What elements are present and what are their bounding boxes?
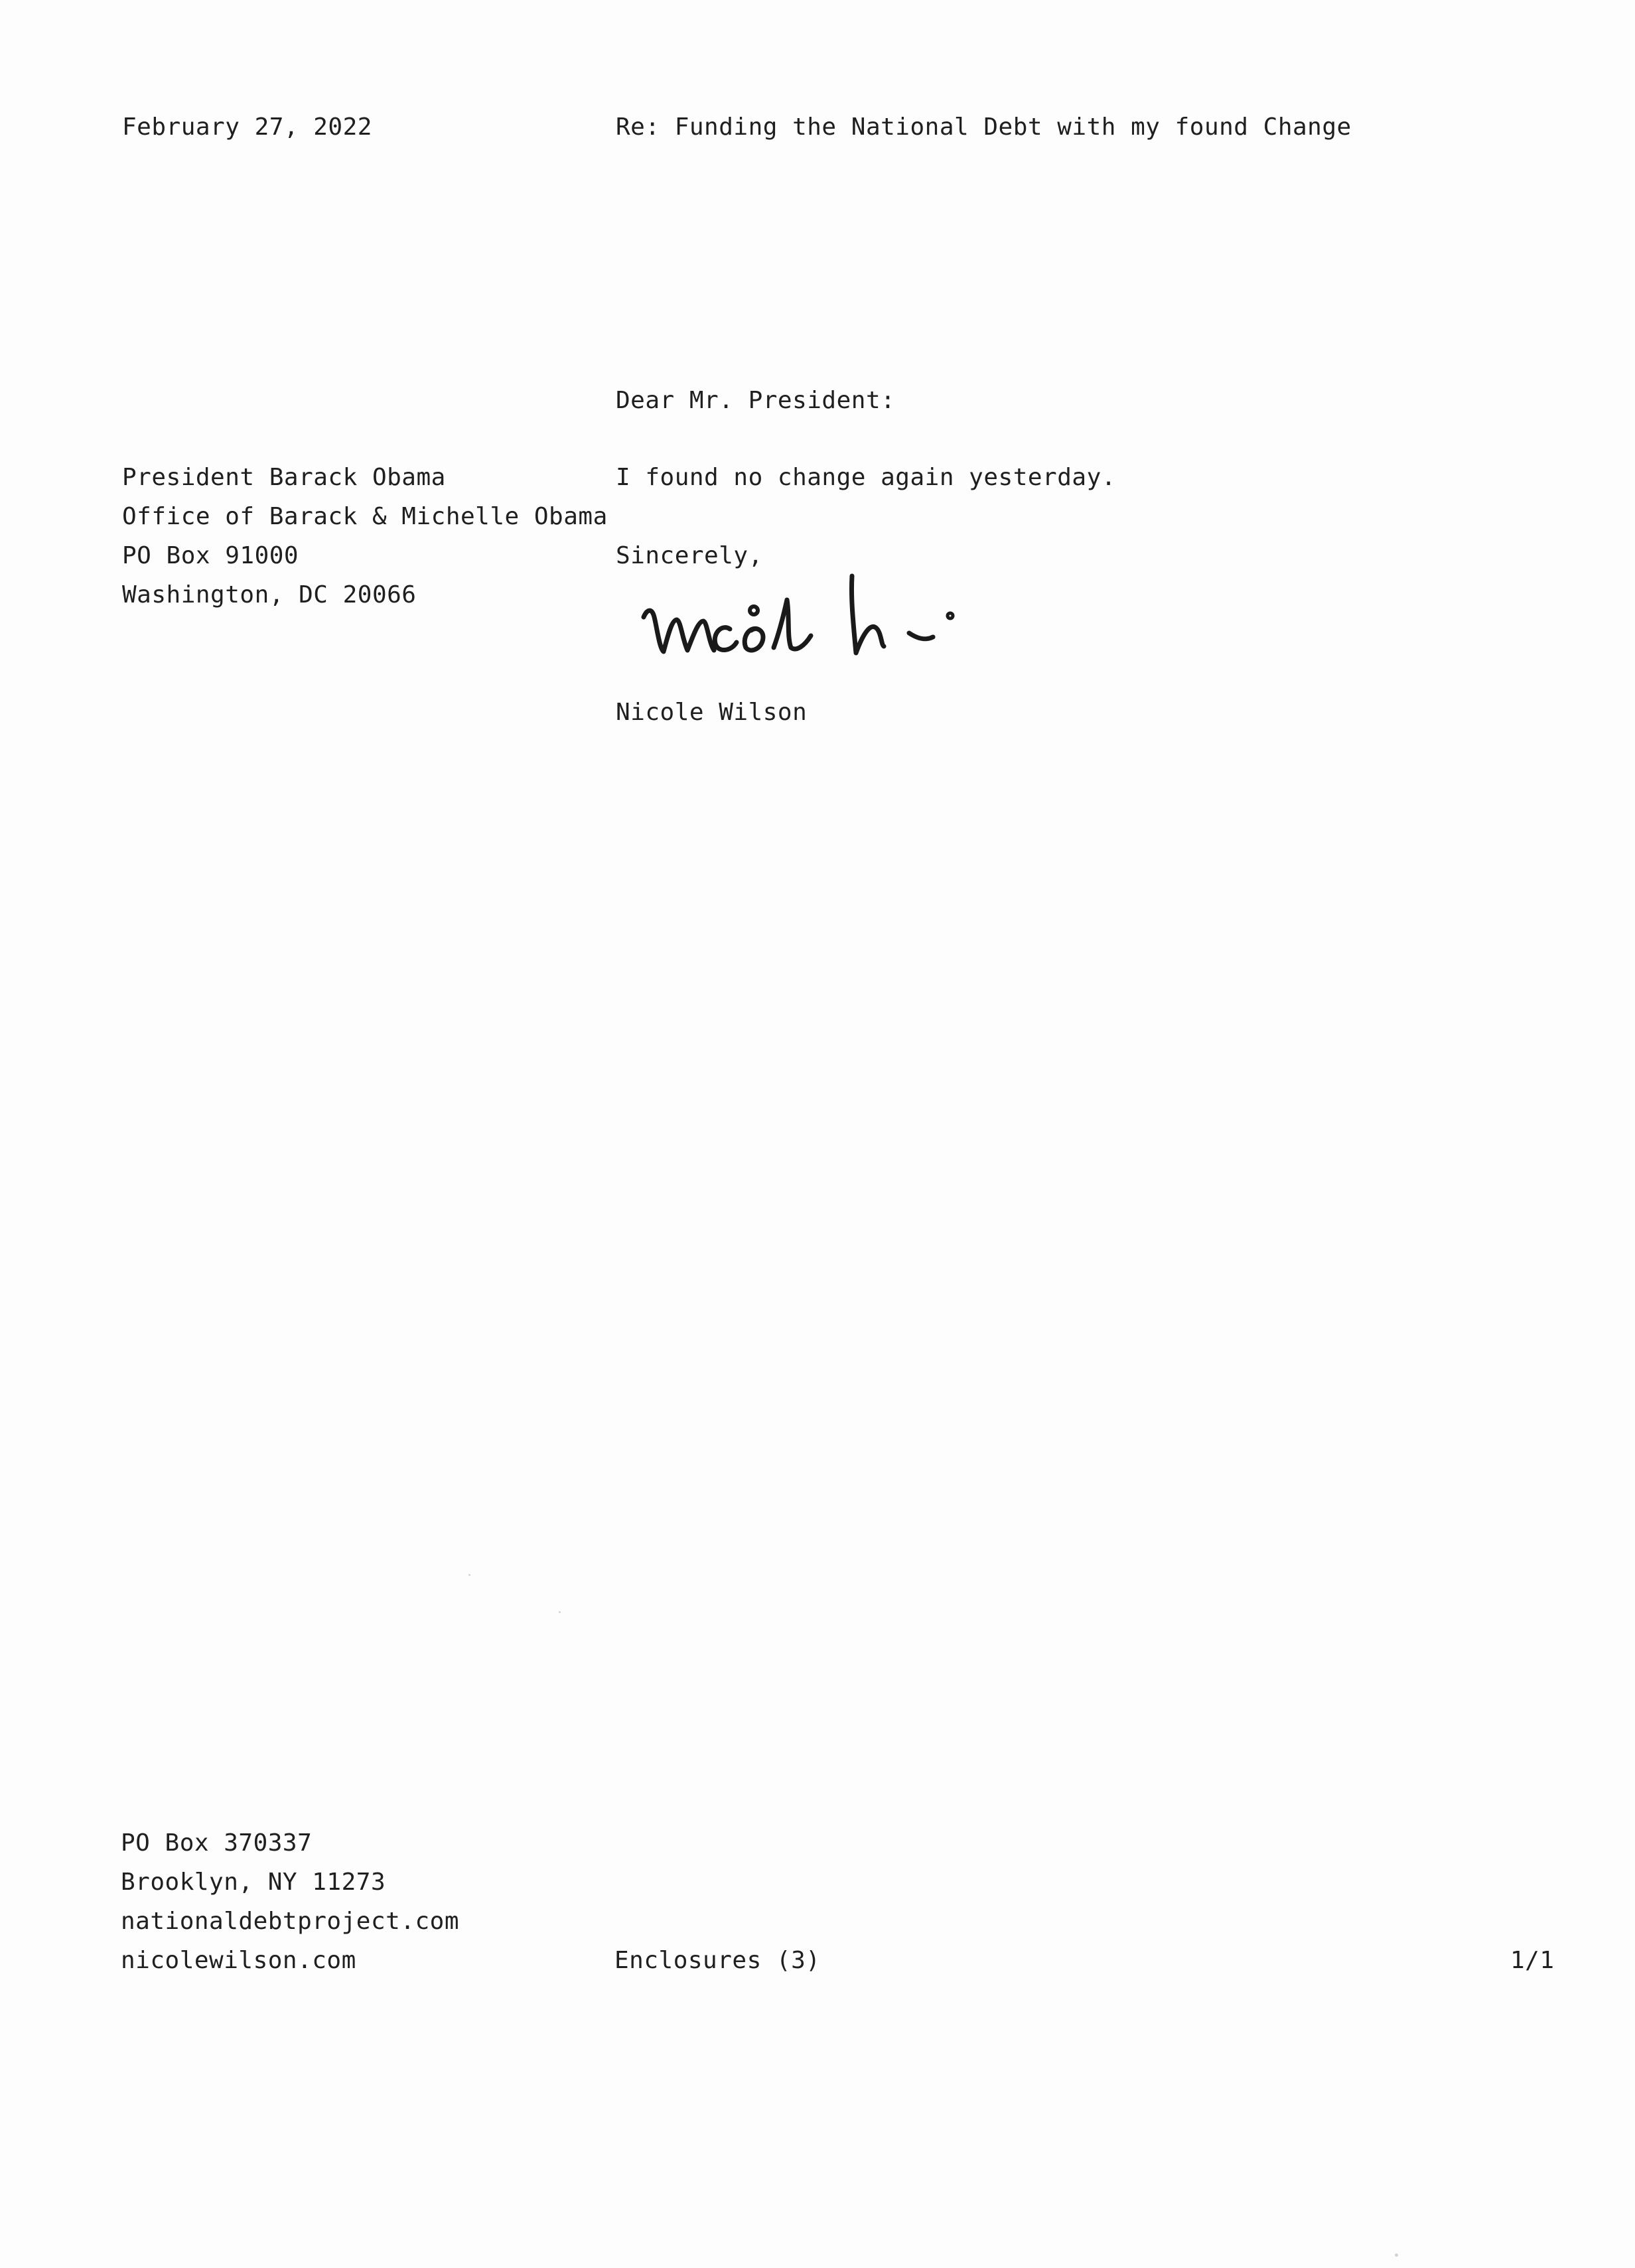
sender-po-box: PO Box 370337 [121, 1829, 313, 1857]
scan-speck [559, 1611, 561, 1613]
page-number: 1/1 [1510, 1947, 1555, 1974]
letter-body: I found no change again yesterday. [616, 464, 1116, 491]
enclosures: Enclosures (3) [614, 1947, 821, 1974]
recipient-po-box: PO Box 91000 [122, 542, 299, 569]
signature-image [637, 564, 995, 670]
recipient-name: President Barack Obama [122, 464, 446, 491]
recipient-city: Washington, DC 20066 [122, 581, 417, 608]
sender-address [121, 1823, 459, 1980]
signer-name: Nicole Wilson [616, 699, 808, 726]
salutation: Dear Mr. President: [616, 387, 896, 414]
scan-speck [1395, 2253, 1398, 2257]
letter-subject: Re: Funding the National Debt with my found Change [616, 113, 1352, 141]
letter-date: February 27, 2022 [122, 113, 372, 141]
recipient-office: Office of Barack & Michelle Obama [122, 503, 608, 530]
sender-city: Brooklyn, NY 11273 [121, 1869, 386, 1896]
sender-website-personal: nicolewilson.com [121, 1947, 356, 1974]
closing: Sincerely, [616, 542, 763, 569]
recipient-address [122, 458, 608, 614]
scan-speck [468, 1574, 470, 1576]
sender-website-project: nationaldebtproject.com [121, 1908, 459, 1935]
